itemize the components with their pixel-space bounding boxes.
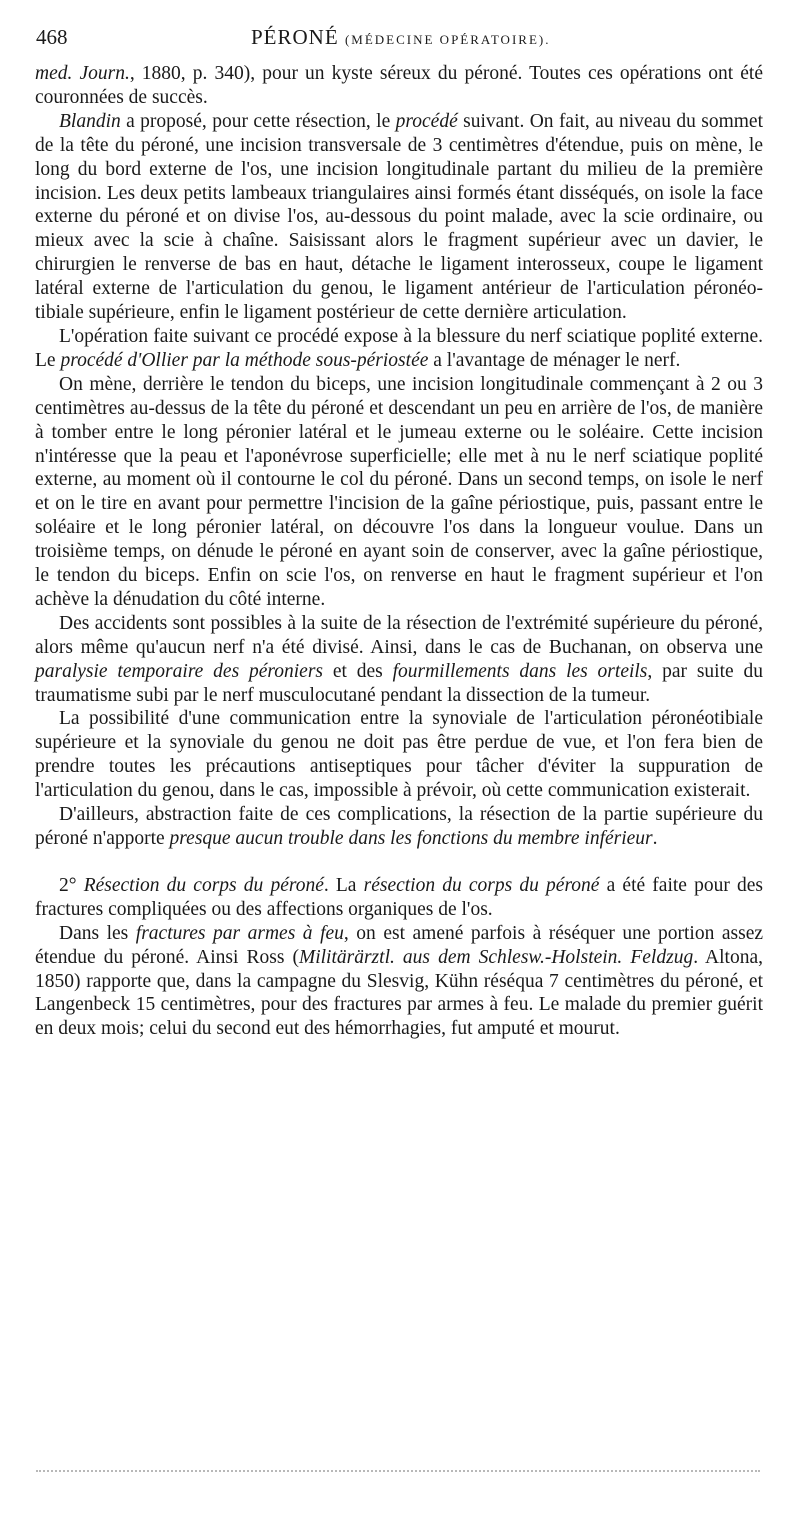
italic-text: Résection du corps du péroné: [83, 874, 324, 896]
text-run: , on est amené parfois à réséquer une portion assez étendue du péroné. Ainsi Ross (: [35, 922, 764, 968]
text-run: et des: [323, 660, 393, 682]
text-run: D'ailleurs, abstraction faite de ces complications, la résection de la partie supérieure du péroné n'apporte: [35, 804, 763, 849]
italic-text: fourmillements dans les orteils: [392, 660, 648, 682]
italic-text: presque aucun trouble dans les fonctions du membre inférieur: [169, 828, 653, 849]
section-heading-paragraph: [35, 874, 763, 922]
paragraph: [35, 922, 763, 1042]
text-run: a proposé, pour cette résection, le: [120, 110, 396, 132]
paragraph: [35, 373, 763, 612]
text-run: a été faite pour des fractures compliquées ou des affections organiques de l'os.: [35, 874, 763, 920]
running-title: [251, 26, 550, 52]
text-run: suivant. On fait, au niveau du sommet de la tête du péroné, une incision transversale de 3 centimètres d'étendue, puis on mène, le long du bord externe de l'os, une incision longitudinale partant du milieu de la première incision. Les deux petits lambeaux triangulaires ainsi formés étant disséqués, on isole la face externe du péroné et on divise l'os, au-dessous du point malade, avec la scie ordinaire, ou mieux avec la scie à chaîne. Saisissant alors le fragment supérieur avec un davier, le chirurgien le renverse de bas en haut, détache le ligament interosseux, coupe le ligament latéral externe de l'articulation du genou, le ligament antérieur de l'articulation péronéo-tibiale supérieure, enfin le ligament postérieur de cette dernière articulation.: [35, 110, 763, 324]
text-run: , 1880, p. 340), pour un kyste séreux du péroné. Toutes ces opérations ont été couronnées de succès.: [35, 63, 763, 108]
running-header: [36, 26, 762, 54]
paragraph: [35, 612, 763, 708]
text-run: . La: [323, 874, 364, 896]
footer-rule: [36, 1470, 760, 1474]
body-text: [35, 62, 763, 1041]
page-number: 468: [36, 25, 68, 49]
italic-text: paralysie temporaire des péroniers: [35, 660, 324, 682]
paragraph: [35, 325, 763, 373]
italic-text: Militärärztl. aus dem Schlesw.-Holstein. Feldzug: [298, 946, 694, 968]
text-run: 2°: [59, 874, 84, 896]
text-run: . Altona, 1850) rapporte que, dans la campagne du Slesvig, Kühn réséqua 7 centimètres du péroné, et Langenbeck 15 centimètres, pour des fractures par armes à feu. Le malade du premier guérit en deux mois; celui du second eut des hémorrhagies, fut amputé et mourut.: [35, 946, 764, 1040]
text-run: L'opération faite suivant ce procédé expose à la blessure du nerf sciatique poplité externe. Le: [35, 325, 763, 371]
italic-text: fractures par armes à feu: [135, 922, 344, 944]
italic-text: med. Journ.: [35, 63, 130, 84]
text-run: .: [652, 828, 658, 849]
running-title-main: PÉRONÉ: [251, 25, 339, 49]
paragraph: [35, 110, 763, 325]
paragraph: [35, 707, 763, 803]
italic-text: Blandin: [59, 110, 121, 132]
text-run: a l'avantage de ménager le nerf.: [428, 349, 681, 371]
italic-text: procédé d'Ollier par la méthode sous-périostée: [60, 349, 429, 371]
text-run: La possibilité d'une communication entre la synoviale de l'articulation péronéotibiale supérieure et la synoviale du genou ne doit pas être perdue de vue, et l'on fera bien de prendre toutes les précautions antiseptiques pour tâcher d'éviter la suppuration de l'articulation du genou, dans le cas, impossible à prévoir, où cette communication existerait.: [35, 708, 763, 802]
text-run: On mène, derrière le tendon du biceps, une incision longitudinale commençant à 2 ou 3 centimètres au-dessus de la tête du péroné et descendant un peu en arrière de l'os, de manière à tomber entre le long péronier latéral et le jumeau externe ou le soléaire. Cette incision n'intéresse que la peau et l'aponévrose superficielle; elle met à nu le nerf sciatique poplité externe, au moment où il contourne le col du péroné. Dans un second temps, on isole le nerf et on le tire en avant pour permettre l'incision de la gaîne périostique, puis, passant entre le soléaire et le long péronier latéral, on découvre l'os dans la longueur voulue. Dans un troisième temps, on dénude le péroné en ayant soin de conserver, avec la gaîne périostique, le tendon du biceps. Enfin on scie l'os, on renverse en haut le fragment supérieur et l'on achève la dénudation du côté interne.: [35, 373, 763, 610]
text-run: Des accidents sont possibles à la suite de la résection de l'extrémité supérieure du péroné, alors même qu'aucun nerf n'a été divisé. Ainsi, dans le cas de Buchanan, on observa une: [35, 612, 763, 658]
paragraph: [35, 803, 763, 851]
text-run: Dans les: [59, 922, 136, 944]
text-run: , par suite du traumatisme subi par le nerf musculocutané pendant la dissection de la tumeur.: [35, 660, 763, 706]
italic-text: procédé: [395, 110, 458, 132]
running-title-subtitle: (MÉDECINE OPÉRATOIRE).: [344, 32, 551, 47]
paragraph: [35, 62, 763, 110]
italic-text: résection du corps du péroné: [363, 874, 600, 896]
